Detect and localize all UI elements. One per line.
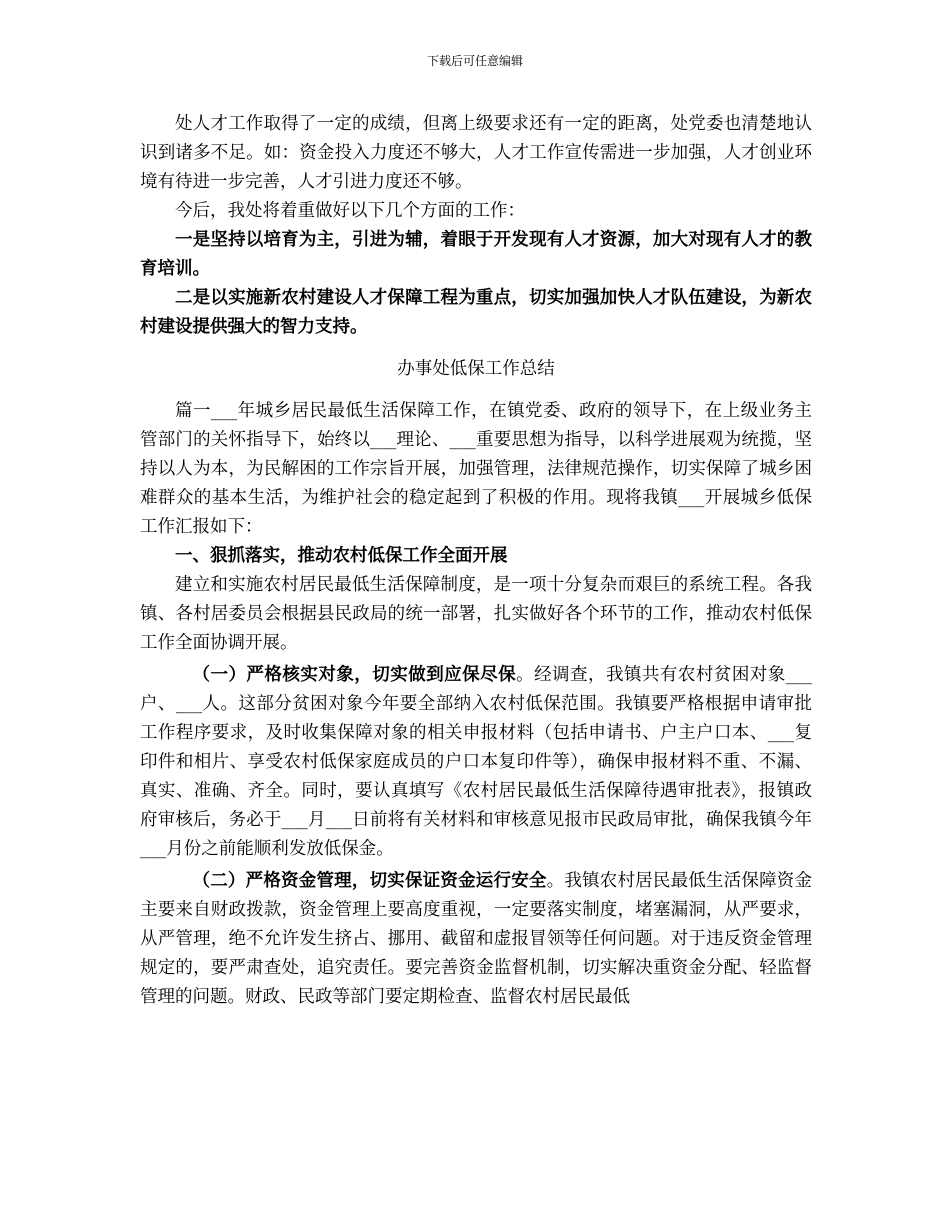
subsection-1-text: 。经调查，我镇共有农村贫困对象___户、___人。这部分贫困对象今年要全部纳入农村低保范围。我镇要严格根据申请审批工作程序要求，及时收集保障对象的相关申报材料（包括申请书、户主户口本、___复印件和相片、享受农村低保家庭成员的户口本复印件等），确保申报材料不重、不漏、真实、准确、齐全。同时，要认真填写《农村居民最低生活保障待遇审批表》，报镇政府审核后，务必于___月___日前将有关材料和审核意见报市民政局审批，确保我镇今年___月份之前能顺利发放低保金。 — [140, 665, 813, 859]
future-work-line: 今后，我处将着重做好以下几个方面的工作： — [175, 201, 525, 221]
subsection-1-heading: （一）严格核实对象，切实做到应保尽保 — [192, 665, 517, 685]
subsection-2-heading: （二）严格资金管理，切实保证资金运行安全 — [192, 871, 547, 891]
document-body — [140, 110, 812, 1012]
point-one: 一是坚持以培育为主，引进为辅，着眼于开发现有人才资源，加大对现有人才的教育培训。 — [140, 230, 812, 279]
page-header-note: 下载后可任意编辑 — [426, 54, 523, 68]
subsection-2 — [140, 867, 812, 1012]
intro-paragraph: 处人才工作取得了一定的成绩，但离上级要求还有一定的距离，处党委也清楚地认识到诸多不足。如：资金投入力度还不够大，人才工作宣传需进一步加强，人才创业环境有待进一步完善，人才引进力度还不够。 — [140, 114, 812, 192]
subsection-1 — [140, 661, 812, 864]
heading-1: 一、狠抓落实，推动农村低保工作全面开展 — [175, 546, 508, 566]
section-title: 办事处低保工作总结 — [397, 359, 555, 379]
summary-paragraph-2: 建立和实施农村居民最低生活保障制度，是一项十分复杂而艰巨的系统工程。各我镇、各村居委员会根据县民政局的统一部署，扎实做好各个环节的工作，推动农村低保工作全面协调开展。 — [140, 575, 812, 653]
subsection-2-text: 。我镇农村居民最低生活保障资金主要来自财政拨款，资金管理上要高度重视，一定要落实制度，堵塞漏洞，从严要求，从严管理，绝不允许发生挤占、挪用、截留和虚报冒领等任何问题。对于违反资金管理规定的，要严肃查处，追究责任。要完善资金监督机制，切实解决重资金分配、轻监督管理的问题。财政、民政等部门要定期检查、监督农村居民最低 — [140, 871, 813, 1007]
point-two: 二是以实施新农村建设人才保障工程为重点，切实加强加快人才队伍建设，为新农村建设提供强大的智力支持。 — [140, 288, 812, 337]
summary-paragraph-1: 篇一___年城乡居民最低生活保障工作，在镇党委、政府的领导下，在上级业务主管部门的关怀指导下，始终以___理论、___重要思想为指导，以科学进展观为统揽，坚持以人为本，为民解困的工作宗旨开展，加强管理，法律规范操作，切实保障了城乡困难群众的基本生活，为维护社会的稳定起到了积极的作用。现将我镇___开展城乡低保工作汇报如下： — [140, 401, 812, 537]
